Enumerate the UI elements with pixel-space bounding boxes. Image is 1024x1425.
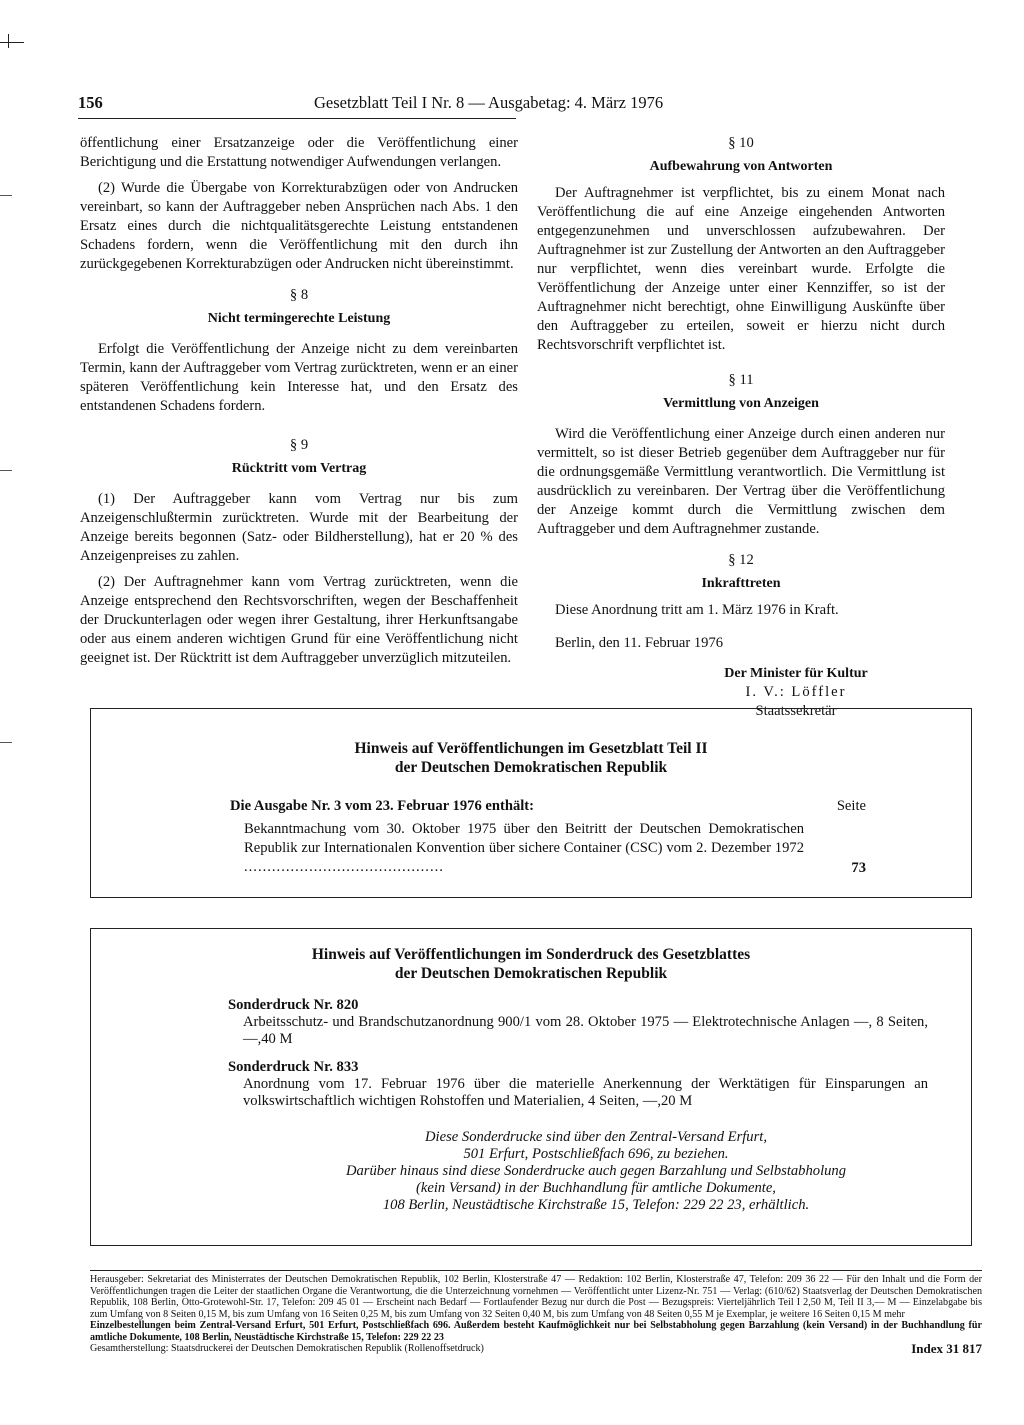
footer-rule [90, 1270, 982, 1271]
notice-box-teil-ii [90, 708, 972, 898]
box-heading: der Deutschen Demokratischen Republik [394, 965, 668, 982]
note-line: (kein Versand) in der Buchhandlung für amtliche Dokumente, [416, 1180, 776, 1196]
header-rule [78, 118, 516, 119]
section-title: Rücktritt vom Vertrag [231, 461, 367, 476]
section-number: § 8 [289, 287, 309, 303]
orders-text: Einzelbestellungen beim Zentral-Versand Erfurt, 501 Erfurt, Postschließfach 696. Außerdem besteht Kaufmöglichkeit nur bei Selbstabholung gegen Barzahlung (kein Versand) in der Buchhandlung für amtliche Dokumente, 108 Berlin, Neustädtische Kirchstraße 15, Telefon: 229 22 23 [90, 1320, 982, 1343]
item-label: Sonderdruck Nr. 820 [228, 997, 359, 1013]
place-date: Berlin, den 11. Februar 1976 [555, 635, 724, 651]
seite-label: Seite [836, 798, 866, 814]
printer-text: Gesamtherstellung: Staatsdruckerei der Deutschen Demokratischen Republik (Rollenoffsetdruck) [90, 1343, 484, 1354]
leader-dots: ........................................... [244, 859, 444, 875]
item-label: Sonderdruck Nr. 833 [228, 1059, 359, 1075]
entry-page: 73 [851, 860, 866, 876]
imprint-text: Herausgeber: Sekretariat des Ministerrates der Deutschen Demokratischen Republik, 102 Berlin, Klosterstraße 47 — Redaktion: 102 Berlin, Klosterstraße 47, Telefon: 209 36 22 — Für den Inhalt und die Form der Veröffentlichungen tragen die Leiter der staatlichen Organe die Verantwortung, die die Unterzeichnung vornehmen — Veröffentlicht unter Lizenz-Nr. 751 — Verlag: (610/62) Staatsverlag der Deutschen Demokratischen Republik, 108 Berlin, Otto-Grotewohl-Str. 17, Telefon: 209 45 01 — Erscheint nach Bedarf — Fortlaufender Bezug nur durch die Post — Bezugspreis: Vierteljährlich Teil I 2,50 M, Teil II 3,— M — Einzelabgabe bis zum Umfang von 8 Seiten 0,15 M, bis zum Umfang von 16 Seiten 0,25 M, bis zum Umfang von 32 Seiten 0,40 M, bis zum Umfang von 48 Seiten 0,55 M je Exemplar, je weitere 16 Seiten 0,15 M mehr [90, 1274, 982, 1320]
section-number: § 12 [728, 552, 754, 568]
left-column [80, 134, 518, 675]
paragraph: Wird die Veröffentlichung einer Anzeige durch einen anderen nur vermittelt, so ist dieser Betrieb gegenüber dem Auftraggeber nur für die ordnungsgemäße Vermittlung verantwortlich. Die Vermittlung ist ausdrücklich zu vereinbaren. Der Vertrag über die Veröffentlichung der Anzeige kommt durch die Vermittlung zwischen dem Auftraggeber und dem Auftragnehmer zustande. [537, 426, 945, 537]
issue-lead: Die Ausgabe Nr. 3 vom 23. Februar 1976 enthält: [230, 798, 535, 814]
paragraph: öffentlichung einer Ersatzanzeige oder die Veröffentlichung einer Berichtigung und die Erstattung notwendiger Aufwendungen verlangen. [80, 135, 518, 170]
purchase-note [231, 1163, 961, 1214]
section-title: Nicht termingerechte Leistung [207, 311, 391, 326]
box-heading: Hinweis auf Veröffentlichungen im Gesetzblatt Teil II [354, 740, 708, 757]
right-column [537, 134, 945, 721]
item-text: Anordnung vom 17. Februar 1976 über die materielle Anerkennung der Werktätigen für Einsparungen an volkswirtschaftlich wichtigen Rohstoffen und Materialien, 4 Seiten, —,20 M [243, 1076, 928, 1109]
paragraph: (2) Wurde die Übergabe von Korrekturabzügen oder von Andrucken vereinbart, so kann der Auftraggeber neben Ansprüchen nach Abs. 1 den Ersatz eines durch die nichtqualitätsgerechte Leistung entstandenen Schadens fordern, wenn die Veröffentlichung mit den durch ihn zurückgegebenen Korrekturabzügen oder Andrucken nicht übereinstimmt. [80, 180, 518, 272]
note-line: 108 Berlin, Neustädtische Kirchstraße 15, Telefon: 229 22 23, erhältlich. [382, 1197, 810, 1213]
paragraph: (1) Der Auftraggeber kann vom Vertrag nur bis zum Anzeigenschlußtermin zurücktreten. Wurde mit der Bearbeitung der Anzeige bereits begonnen (Satz- oder Bildherstellung), hat er 20 % des Anzeigenpreises zu zahlen. [80, 491, 518, 564]
paragraph: Erfolgt die Veröffentlichung der Anzeige nicht zu dem vereinbarten Termin, kann der Auftraggeber vom Vertrag zurücktreten, wenn er an einer späteren Veröffentlichung kein Interesse hat, und den Ersatz des entstandenen Schadens fordern. [80, 341, 518, 414]
entry-text: Bekanntmachung vom 30. Oktober 1975 über den Beitritt der Deutschen Demokratischen Republik zur Internationalen Konvention über sichere Container (CSC) vom 2. Dezember 1972 [244, 821, 804, 856]
notice-box-sonderdruck [90, 928, 972, 1246]
margin-tick [0, 742, 12, 743]
paragraph: (2) Der Auftragnehmer kann vom Vertrag zurücktreten, wenn die Anzeige entsprechend den Rechtsvorschriften, wegen der Beschaffenheit der Druckunterlagen oder wegen ihrer Gestaltung, ihrer Herkunftsangabe oder aus einem anderen wichtigen Grund für eine Veröffentlichung nicht geeignet ist. Der Rücktritt ist dem Auftraggeber unverzüglich mitzuteilen. [80, 574, 518, 666]
paragraph: Diese Anordnung tritt am 1. März 1976 in Kraft. [555, 602, 839, 618]
page-header [78, 93, 728, 117]
box-heading: Hinweis auf Veröffentlichungen im Sonderdruck des Gesetzblattes [311, 946, 751, 963]
gazette-title: Gesetzblatt Teil I Nr. 8 — Ausgabetag: 4. März 1976 [314, 93, 664, 112]
note-line: Diese Sonderdrucke sind über den Zentral-Versand Erfurt, [425, 1129, 767, 1145]
signer-title: Staatssekretär [755, 703, 837, 719]
crop-mark-vertical [8, 34, 9, 48]
list-item [228, 997, 928, 1048]
section-title: Vermittlung von Anzeigen [663, 396, 819, 411]
list-item [244, 820, 804, 877]
box-heading: der Deutschen Demokratischen Republik [394, 759, 668, 776]
minister-title: Der Minister für Kultur [724, 666, 868, 681]
paragraph: Der Auftragnehmer ist verpflichtet, bis zu einem Monat nach Veröffentlichung die auf eine Anzeige eingehenden Antworten entgegenzunehmen und unverschlossen aufzubewahren. Der Auftragnehmer ist zur Zustellung der Antworten an den Auftraggeber nur verpflichtet, wenn dies vereinbart wurde. Erfolgte die Veröffentlichung der Anzeige unter einer Kennziffer, so ist der Auftragnehmer nicht berechtigt, ohne Einwilligung Auskünfte über den Auftraggeber zu erteilen, soweit er hierzu nicht durch Rechtsvorschrift verpflichtet ist. [537, 185, 945, 353]
imprint-footer [90, 1270, 982, 1355]
section-title: Aufbewahrung von Antworten [649, 159, 833, 174]
margin-tick [0, 470, 12, 471]
distribution-note [271, 1129, 921, 1163]
section-number: § 10 [728, 135, 754, 151]
section-number: § 9 [289, 437, 309, 453]
margin-tick [0, 195, 12, 196]
note-line: 501 Erfurt, Postschließfach 696, zu beziehen. [463, 1146, 729, 1162]
page-number: 156 [78, 93, 103, 112]
item-text: Arbeitsschutz- und Brandschutzanordnung 900/1 vom 28. Oktober 1975 — Elektrotechnische Anlagen —, 8 Seiten, —,40 M [243, 1014, 928, 1047]
signer-name: I. V.: Löffler [745, 684, 847, 700]
section-title: Inkrafttreten [701, 576, 781, 591]
crop-mark [0, 42, 24, 43]
note-line: Darüber hinaus sind diese Sonderdrucke auch gegen Barzahlung und Selbstabholung [345, 1163, 847, 1179]
index-number: Index 31 817 [911, 1341, 982, 1356]
issue-listing [230, 797, 866, 877]
list-item [228, 1059, 928, 1110]
printer-line [90, 1343, 982, 1355]
section-number: § 11 [728, 372, 754, 388]
